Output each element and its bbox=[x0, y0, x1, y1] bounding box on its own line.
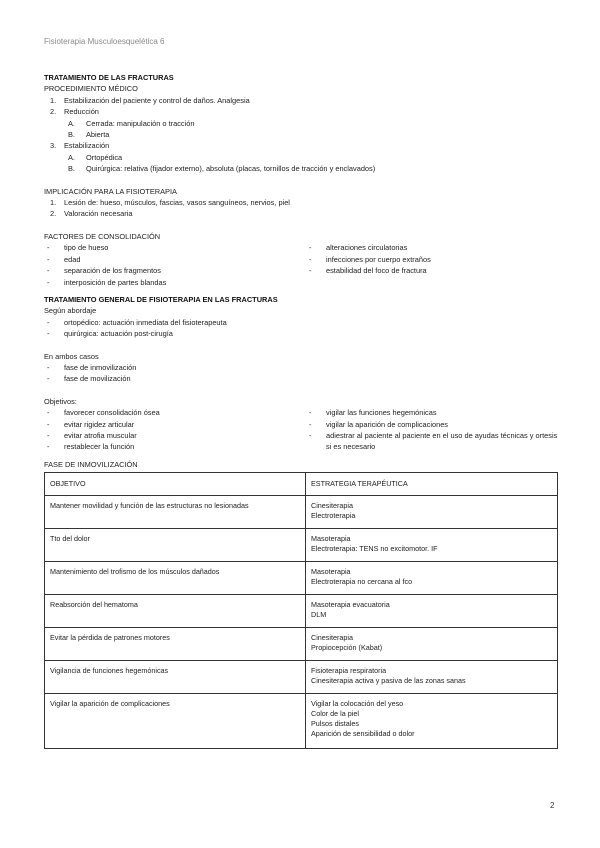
column-header-estrategia: ESTRATEGIA TERAPÉUTICA bbox=[306, 473, 558, 496]
list-item: - vigilar la aparición de complicaciones bbox=[306, 419, 559, 430]
implicacion-list bbox=[44, 197, 559, 220]
list-item: 2. Valoración necesaria bbox=[50, 209, 133, 219]
list-item: - favorecer consolidación ósea bbox=[44, 407, 306, 418]
objetivo-cell: Reabsorción del hematoma bbox=[45, 595, 306, 628]
inmovilizacion-table bbox=[44, 472, 558, 749]
objetivos-right-list bbox=[306, 407, 559, 453]
section-title-tratamiento-general: TRATAMIENTO GENERAL DE FISIOTERAPIA EN LAS FRACTURAS bbox=[44, 294, 278, 304]
estrategia-cell: Vigilar la colocación del yeso Color de la piel Pulsos distales Aparición de sensibilidad o dolor bbox=[306, 694, 558, 749]
table-row bbox=[45, 496, 558, 529]
page-number: 2 bbox=[550, 801, 555, 810]
factores-left-list bbox=[44, 242, 306, 288]
factores-columns bbox=[44, 242, 559, 288]
estrategia-cell: Masoterapia evacuatoria DLM bbox=[306, 595, 558, 628]
column-header-objetivo: OBJETIVO bbox=[45, 473, 306, 496]
estabilizacion-sublist bbox=[44, 152, 559, 175]
objetivo-cell: Tto del dolor bbox=[45, 529, 306, 562]
table-header-row bbox=[45, 473, 558, 496]
section-title-tratamiento-fracturas: TRATAMIENTO DE LAS FRACTURAS bbox=[44, 73, 174, 82]
list-item: - interposición de partes blandas bbox=[44, 277, 306, 288]
list-item: - alteraciones circulatorias bbox=[306, 242, 559, 253]
list-item: - infecciones por cuerpo extraños bbox=[306, 254, 559, 265]
running-header: Fisioterapia Musculoesquelética 6 bbox=[44, 37, 165, 46]
objetivo-cell: Mantenimiento del trofismo de los músculos dañados bbox=[45, 562, 306, 595]
table-row bbox=[45, 694, 558, 749]
estrategia-cell: Cinesiterapia Propiocepción (Kabat) bbox=[306, 628, 558, 661]
estrategia-cell: Fisioterapia respiratoria Cinesiterapia activa y pasiva de las zonas sanas bbox=[306, 661, 558, 694]
subtitle-factores-consolidacion: FACTORES DE CONSOLIDACIÓN bbox=[44, 231, 161, 241]
list-item: 3. Estabilización bbox=[50, 141, 110, 151]
list-item: - estabilidad del foco de fractura bbox=[306, 265, 559, 276]
procedimiento-list-cont bbox=[44, 140, 559, 151]
ambos-list bbox=[44, 362, 559, 385]
objetivo-cell: Evitar la pérdida de patrones motores bbox=[45, 628, 306, 661]
list-item: - quirúrgica: actuación post-cirugía bbox=[44, 328, 559, 339]
subtitle-procedimiento-medico: PROCEDIMIENTO MÉDICO bbox=[44, 84, 138, 94]
list-item: - tipo de hueso bbox=[44, 242, 306, 253]
list-item: - separación de los fragmentos bbox=[44, 265, 306, 276]
abordaje-list bbox=[44, 317, 559, 340]
objetivo-cell: Mantener movilidad y función de las estructuras no lesionadas bbox=[45, 496, 306, 529]
reduccion-sublist bbox=[44, 118, 559, 141]
list-item: - adiestrar al paciente al paciente en el uso de ayudas técnicas y ortesis si es necesario bbox=[306, 430, 559, 453]
list-item: - evitar rigidez articular bbox=[44, 419, 306, 430]
list-item: 1. Lesión de: hueso, músculos, fascias, vasos sanguíneos, nervios, piel bbox=[50, 198, 290, 208]
list-item: 2. Reducción bbox=[50, 107, 99, 117]
list-item: - fase de inmovilización bbox=[44, 362, 559, 373]
objetivos-label: Objetivos: bbox=[44, 396, 77, 406]
table-row bbox=[45, 595, 558, 628]
objetivos-columns bbox=[44, 407, 559, 453]
estrategia-cell: Masoterapia Electroterapia no cercana al fco bbox=[306, 562, 558, 595]
list-item: 1. Estabilización del paciente y control de daños. Analgesia bbox=[50, 95, 250, 105]
abordaje-label: Según abordaje bbox=[44, 306, 97, 316]
list-item: A. Cerrada: manipulación o tracción bbox=[68, 118, 195, 128]
procedimiento-list bbox=[44, 95, 559, 118]
ambos-label: En ambos casos bbox=[44, 351, 99, 361]
list-item: - edad bbox=[44, 254, 306, 265]
table-caption: FASE DE INMOVILIZACIÓN bbox=[44, 459, 138, 469]
table-row bbox=[45, 628, 558, 661]
estrategia-cell: Masoterapia Electroterapia: TENS no excitomotor. IF bbox=[306, 529, 558, 562]
subtitle-implicacion-fisioterapia: IMPLICACIÓN PARA LA FISIOTERAPIA bbox=[44, 186, 177, 196]
list-item: A. Ortopédica bbox=[68, 152, 123, 162]
table-row bbox=[45, 661, 558, 694]
factores-right-list bbox=[306, 242, 559, 288]
list-item: B. Quirúrgica: relativa (fijador externo), absoluta (placas, tornillos de tracción y enclavados) bbox=[68, 164, 376, 174]
table-row bbox=[45, 562, 558, 595]
list-item: - vigilar las funciones hegemónicas bbox=[306, 407, 559, 418]
objetivos-left-list bbox=[44, 407, 306, 453]
objetivo-cell: Vigilar la aparición de complicaciones bbox=[45, 694, 306, 749]
estrategia-cell: Cinesiterapia Electroterapia bbox=[306, 496, 558, 529]
list-item: - ortopédico: actuación inmediata del fisioterapeuta bbox=[44, 317, 559, 328]
list-item: - restablecer la función bbox=[44, 441, 306, 452]
list-item: - evitar atrofia muscular bbox=[44, 430, 306, 441]
table-row bbox=[45, 529, 558, 562]
page-content bbox=[44, 72, 559, 749]
list-item: B. Abierta bbox=[68, 130, 110, 140]
objetivo-cell: Vigilancia de funciones hegemónicas bbox=[45, 661, 306, 694]
list-item: - fase de movilización bbox=[44, 373, 559, 384]
